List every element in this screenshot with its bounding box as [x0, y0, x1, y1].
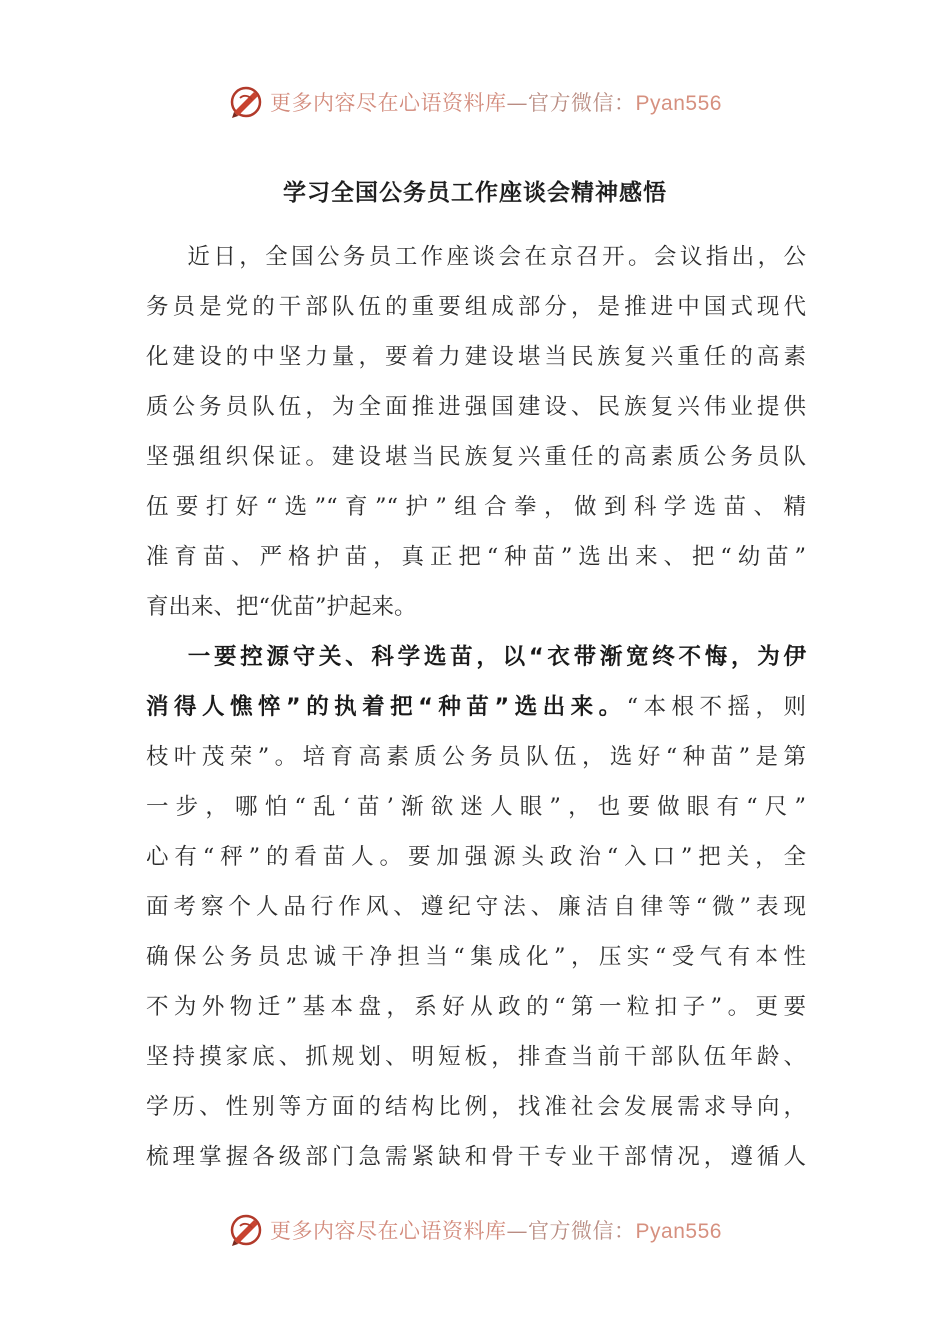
text-line: [146, 632, 806, 682]
paragraph-2: [146, 632, 806, 1182]
text-line: 面考察个人品行作风、遵纪守法、廉洁自律等“微”表现: [146, 894, 806, 920]
key-point-heading: 消得人憔悴”的执着把“种苗”选出来。: [146, 694, 627, 720]
text-line: 心有“秤”的看苗人。要加强源头政治“入口”把关，全: [146, 844, 806, 870]
text-line: 不为外物迁”基本盘，系好从政的“第一粒扣子”。更要: [146, 994, 806, 1020]
watermark-text: 更多内容尽在心语资料库—官方微信：Pyan556: [270, 91, 722, 115]
text-line: 准育苗、严格护苗，真正把“种苗”选出来、把“幼苗”: [146, 544, 806, 570]
pen-logo-icon: [228, 1212, 264, 1248]
text-line: 近日，全国公务员工作座谈会在京召开。会议指出，公: [184, 244, 806, 270]
document-title: 学习全国公务员工作座谈会精神感悟: [283, 180, 667, 206]
text-line: 化建设的中坚力量，要着力建设堪当民族复兴重任的高素: [146, 344, 806, 370]
watermark-text: 更多内容尽在心语资料库—官方微信：Pyan556: [270, 1219, 722, 1243]
text-line: 质公务员队伍，为全面推进强国建设、民族复兴伟业提供: [146, 394, 806, 420]
text-line: 育出来、把“优苗”护起来。: [146, 594, 417, 620]
text-line: 务员是党的干部队伍的重要组成部分，是推进中国式现代: [146, 294, 806, 320]
text-line: 一步，哪怕“乱‘苗’渐欲迷人眼”，也要做眼有“尺”: [146, 794, 806, 820]
key-point-heading: 一要控源守关、科学选苗，以“衣带渐宽终不悔，为伊: [184, 644, 806, 670]
text-line: 枝叶茂荣”。培育高素质公务员队伍，选好“种苗”是第: [146, 744, 806, 770]
header-watermark: [0, 82, 950, 122]
text-line: 坚强组织保证。建设堪当民族复兴重任的高素质公务员队: [146, 444, 806, 470]
text-line: 梳理掌握各级部门急需紧缺和骨干专业干部情况，遵循人: [146, 1144, 806, 1170]
text-line: 坚持摸家底、抓规划、明短板，排查当前干部队伍年龄、: [146, 1044, 806, 1070]
paragraph-1: [146, 232, 806, 632]
document-body: [146, 232, 806, 1182]
text-line: 消得人憔悴”的执着把“种苗”选出来。“本根不摇，则: [146, 694, 806, 720]
pen-logo-icon: [228, 84, 264, 120]
text-line: 伍要打好“选”“育”“护”组合拳，做到科学选苗、精: [146, 494, 806, 520]
footer-watermark: [0, 1210, 950, 1250]
text-line: 学历、性别等方面的结构比例，找准社会发展需求导向，: [146, 1094, 806, 1120]
text-line: 确保公务员忠诚干净担当“集成化”，压实“受气有本性: [146, 944, 806, 970]
